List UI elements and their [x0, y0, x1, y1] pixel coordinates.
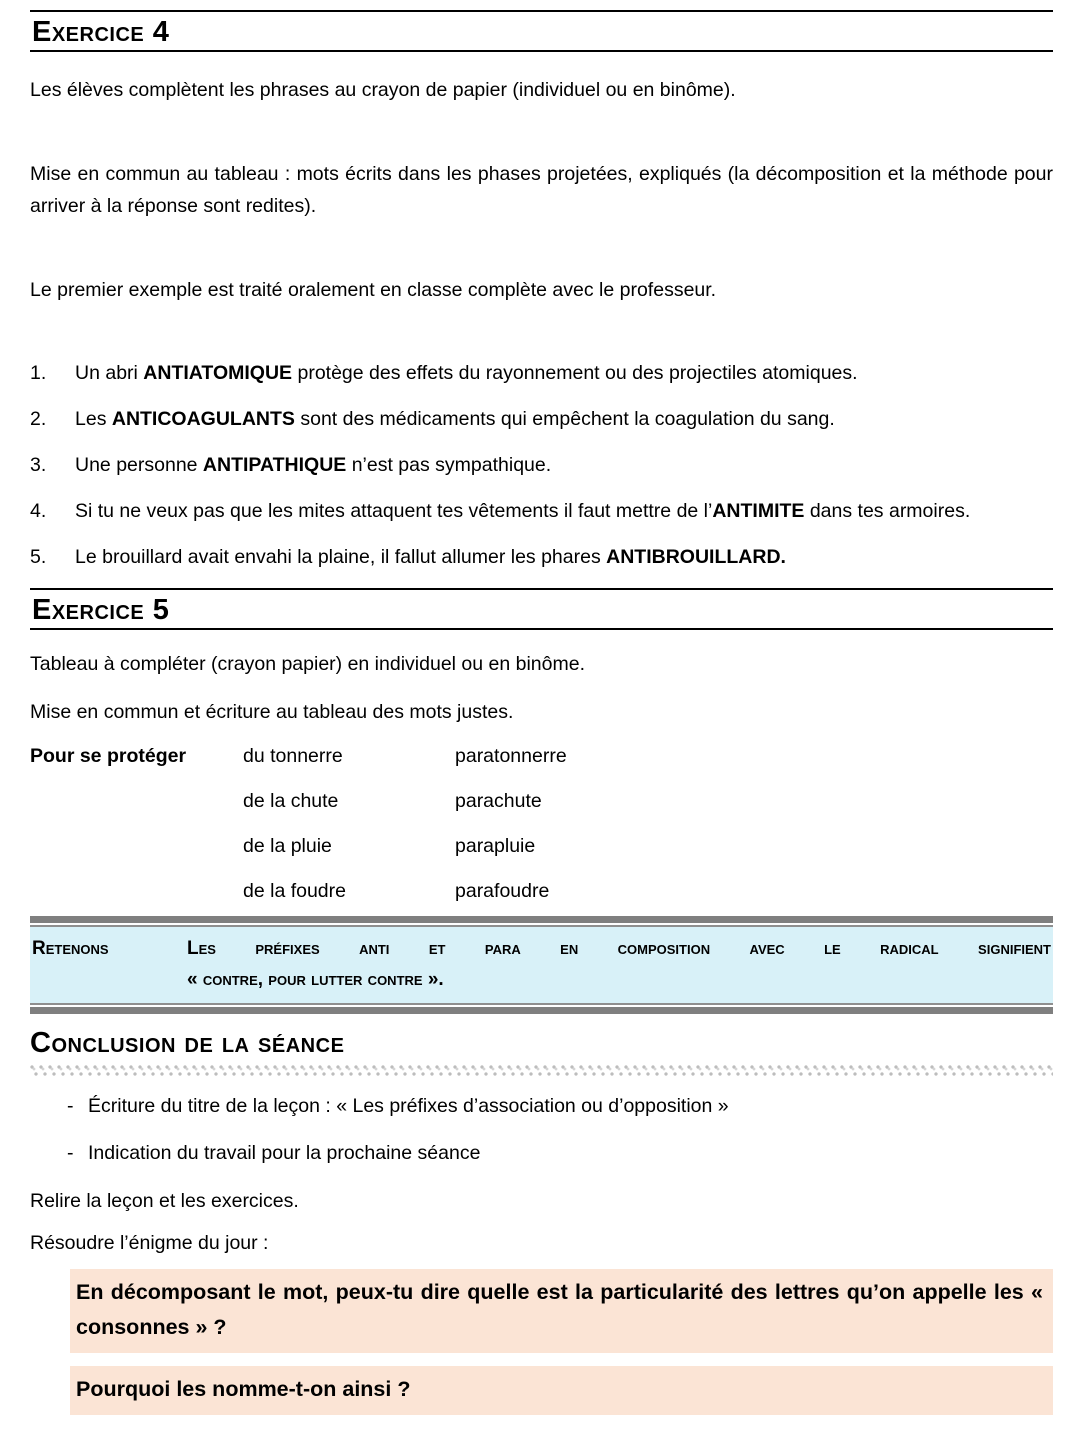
list-item-text	[75, 542, 1053, 572]
enigme-question-2: Pourquoi les nomme-t-on ainsi ?	[70, 1366, 1053, 1415]
bullet-text: Écriture du titre de la leçon : « Les préfixes d’association ou d’opposition »	[88, 1095, 729, 1117]
retenons-line-2: « contre, pour lutter contre ».	[187, 969, 444, 990]
table-row	[30, 876, 1053, 906]
bullet-dash: -	[67, 1142, 74, 1164]
exercice4-paragraph-1: Les élèves complètent les phrases au crayon de papier (individuel ou en binôme).	[30, 79, 736, 101]
sentence-start: Une personne	[75, 454, 203, 476]
word-cell: paratonnerre	[455, 745, 567, 767]
word-cell: parafoudre	[455, 880, 550, 902]
exercice4-paragraph-2: Mise en commun au tableau : mots écrits dans les phases projetées, expliqués (la décomposition et la méthode pour arriver à la réponse sont redites).	[30, 163, 1053, 217]
retenons-line-1: Les préfixes anti et para en composition avec le radical signifient	[187, 938, 1051, 959]
list-item-5	[30, 542, 1053, 572]
bullet-item-1	[67, 1091, 1053, 1121]
source-cell: de la chute	[243, 790, 339, 812]
list-item-1	[30, 358, 1053, 388]
source-cell: du tonnerre	[243, 745, 343, 767]
sentence-start: Un abri	[75, 362, 144, 384]
exercice-4-title: Exercice 4	[32, 16, 170, 48]
table-row	[30, 741, 1053, 771]
exercice-5-title: Exercice 5	[32, 594, 170, 626]
word-cell: parapluie	[455, 835, 536, 857]
row-label-empty	[30, 831, 243, 861]
sentence-end: n’est pas sympathique.	[346, 454, 552, 476]
retenons-text	[187, 933, 1051, 995]
retenons-label: Retenons	[32, 938, 109, 959]
bold-prefix-word: ANTICOAGULANTS	[111, 408, 295, 430]
list-item-2	[30, 404, 1053, 434]
bullet-text: Indication du travail pour la prochaine séance	[88, 1142, 481, 1164]
retenons-banner	[30, 916, 1053, 1014]
conclusion-bullet-list	[30, 1091, 1053, 1168]
row-label-empty	[30, 876, 243, 906]
list-item-number: 2.	[30, 408, 47, 430]
retenons-box	[30, 925, 1053, 1005]
bold-prefix-word: ANTIBROUILLARD.	[606, 546, 786, 568]
list-item-number: 5.	[30, 546, 47, 568]
list-item-text	[75, 358, 1053, 388]
bold-prefix-word: ANTIMITE	[712, 500, 805, 522]
list-item-text	[75, 496, 1053, 526]
sentence-end: protège des effets du rayonnement ou des projectiles atomiques.	[292, 362, 858, 384]
list-item-text	[75, 404, 1053, 434]
conclusion-title: Conclusion de la séance	[30, 1027, 345, 1059]
bold-prefix-word: ANTIPATHIQUE	[202, 454, 347, 476]
row-label: Pour se protéger	[30, 745, 187, 767]
bullet-item-2	[67, 1138, 1053, 1168]
section-heading-exercice-4	[30, 10, 1053, 52]
banner-top-bar	[30, 916, 1053, 923]
protection-words-table	[30, 741, 1053, 906]
section-heading-exercice-5	[30, 588, 1053, 630]
exercice4-sentence-list	[30, 358, 1053, 572]
sentence-end: sont des médicaments qui empêchent la coagulation du sang.	[294, 408, 835, 430]
bold-prefix-word: ANTIATOMIQUE	[143, 362, 293, 384]
table-row	[30, 786, 1053, 816]
banner-bottom-bar	[30, 1007, 1053, 1014]
exercice5-paragraph-2: Mise en commun et écriture au tableau des mots justes.	[30, 701, 514, 723]
sentence-end: dans tes armoires.	[804, 500, 971, 522]
table-row	[30, 831, 1053, 861]
source-cell: de la foudre	[243, 880, 346, 902]
conclusion-paragraph-1: Relire la leçon et les exercices.	[30, 1190, 299, 1212]
list-item-number: 1.	[30, 362, 47, 384]
enigme-question-1: En décomposant le mot, peux-tu dire quelle est la particularité des lettres qu’on appelle les « consonnes » ?	[70, 1269, 1053, 1353]
row-label-empty	[30, 786, 243, 816]
sentence-start: Si tu ne veux pas que les mites attaquent tes vêtements il faut mettre de l’	[75, 500, 713, 522]
exercice4-paragraph-3: Le premier exemple est traité oralement en classe complète avec le professeur.	[30, 279, 717, 301]
word-cell: parachute	[455, 790, 542, 812]
zigzag-divider	[30, 1063, 1053, 1077]
sentence-start: Le brouillard avait envahi la plaine, il fallut allumer les phares	[75, 546, 607, 568]
sentence-start: Les	[75, 408, 112, 430]
list-item-3	[30, 450, 1053, 480]
list-item-number: 3.	[30, 454, 47, 476]
source-cell: de la pluie	[243, 835, 332, 857]
exercice5-paragraph-1: Tableau à compléter (crayon papier) en individuel ou en binôme.	[30, 653, 585, 675]
list-item-4	[30, 496, 1053, 526]
list-item-text	[75, 450, 1053, 480]
conclusion-paragraph-2: Résoudre l’énigme du jour :	[30, 1232, 269, 1254]
bullet-dash: -	[67, 1095, 74, 1117]
list-item-number: 4.	[30, 500, 47, 522]
